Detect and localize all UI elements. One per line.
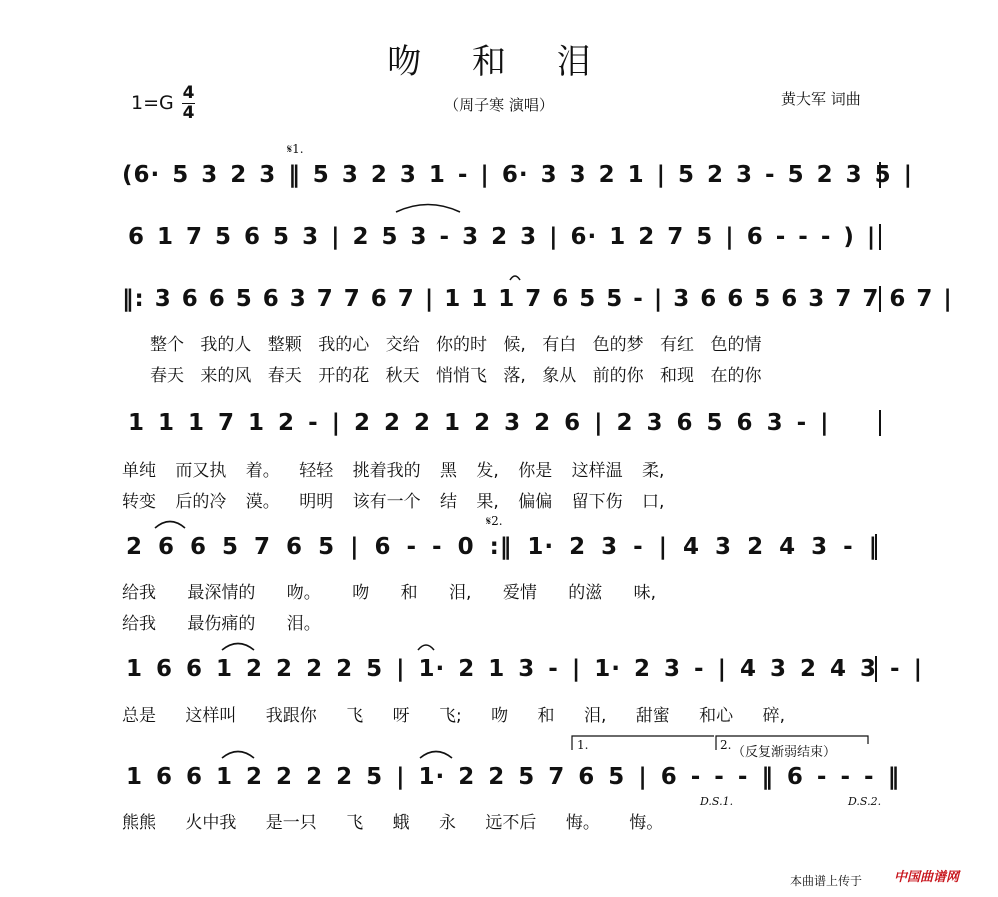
system-6-notes: 1 6 6 1 2 2 2 2 5 | 1· 2 1 3 - | 1· 2 3 - | 4 3 2 4 3 - | [126, 656, 923, 682]
volta-2-label: 2. [720, 738, 732, 752]
slur [155, 522, 185, 529]
volta-1-label: 1. [577, 738, 589, 752]
fermata-arc [510, 276, 520, 280]
barlines-right-edge [876, 162, 880, 682]
segno-1-mark: 𝄋1. [287, 142, 304, 156]
system-5-lyrics-verse-1: 给我 最深情的 吻。 吻 和 泪, 爱情 的滋 味, [122, 583, 657, 603]
system-1-notes: (6· 5 3 2 3 ‖ 5 3 2 3 1 - | 6· 3 3 2 1 | 5 2 3 - 5 2 3 5 | [122, 162, 914, 188]
system-5-notes: 2 6 6 5 7 6 5 | 6 - - 0 :‖ 1· 2 3 - | 4 3 2 4 3 - | [126, 534, 879, 560]
volta-1-bracket [572, 736, 714, 750]
system-4-lyrics-verse-2: 转变 后的冷 漠。 明明 该有一个 结 果, 偏偏 留下伤 口, [122, 492, 665, 512]
composer-credit: 黄大军 词曲 [781, 90, 861, 108]
system-6-lyrics: 总是 这样叫 我跟你 飞 呀 飞; 吻 和 泪, 甜蜜 和心 碎, [122, 706, 785, 726]
song-title: 吻 和 泪 [387, 42, 611, 82]
segno-2-mark: 𝄋2. [486, 514, 503, 528]
system-2-notes: 6 1 7 5 6 5 3 | 2 5 3 - 3 2 3 | 6· 1 2 7 5 | 6 - - - ) | [128, 224, 877, 250]
system-3-notes: ‖: 3 6 6 5 6 3 7 7 6 7 | 1 1 1 7 6 5 5 - | 3 6 6 5 6 3 7 7 6 7 | [122, 286, 953, 312]
system-7-lyrics: 熊熊 火中我 是一只 飞 蛾 永 远不后 悔。 悔。 [122, 813, 664, 833]
slur [418, 645, 434, 650]
system-3-lyrics-verse-1: 整个 我的人 整颗 我的心 交给 你的时 候, 有白 色的梦 有红 色的情 [150, 335, 762, 355]
system-5-lyrics-verse-2: 给我 最伤痛的 泪。 [122, 614, 321, 634]
system-3-lyrics-verse-2: 春天 来的风 春天 开的花 秋天 悄悄飞 落, 象从 前的你 和现 在的你 [150, 366, 762, 386]
site-logo: 中国曲谱网 [894, 870, 960, 885]
system-4-lyrics-verse-1: 单纯 而又执 着。 轻轻 挑着我的 黑 发, 你是 这样温 柔, [122, 461, 665, 481]
volta-2-note: （反复渐弱结束） [732, 745, 837, 760]
slur [396, 205, 460, 213]
key-signature: 1=G [131, 92, 174, 114]
volta-brackets [572, 736, 868, 750]
footer-upload-text: 本曲谱上传于 [790, 874, 863, 888]
ds-1-mark: D.S.1. [700, 795, 734, 808]
slur [222, 644, 254, 651]
ds-2-mark: D.S.2. [848, 795, 882, 808]
slur [222, 752, 254, 759]
time-signature-top: 4 [182, 83, 195, 103]
volta-2-bracket [716, 736, 868, 750]
slur [420, 752, 452, 759]
system-4-notes: 1 1 1 7 1 2 - | 2 2 2 1 2 3 2 6 | 2 3 6 5 6 3 - | [128, 410, 830, 436]
system-7-notes: 1 6 6 1 2 2 2 2 5 | 1· 2 2 5 7 6 5 | 6 - - - ‖ 6 - - - ‖ [126, 764, 901, 790]
singer-credit: （周子寒 演唱） [444, 96, 554, 114]
time-signature-bottom: 4 [182, 103, 195, 123]
